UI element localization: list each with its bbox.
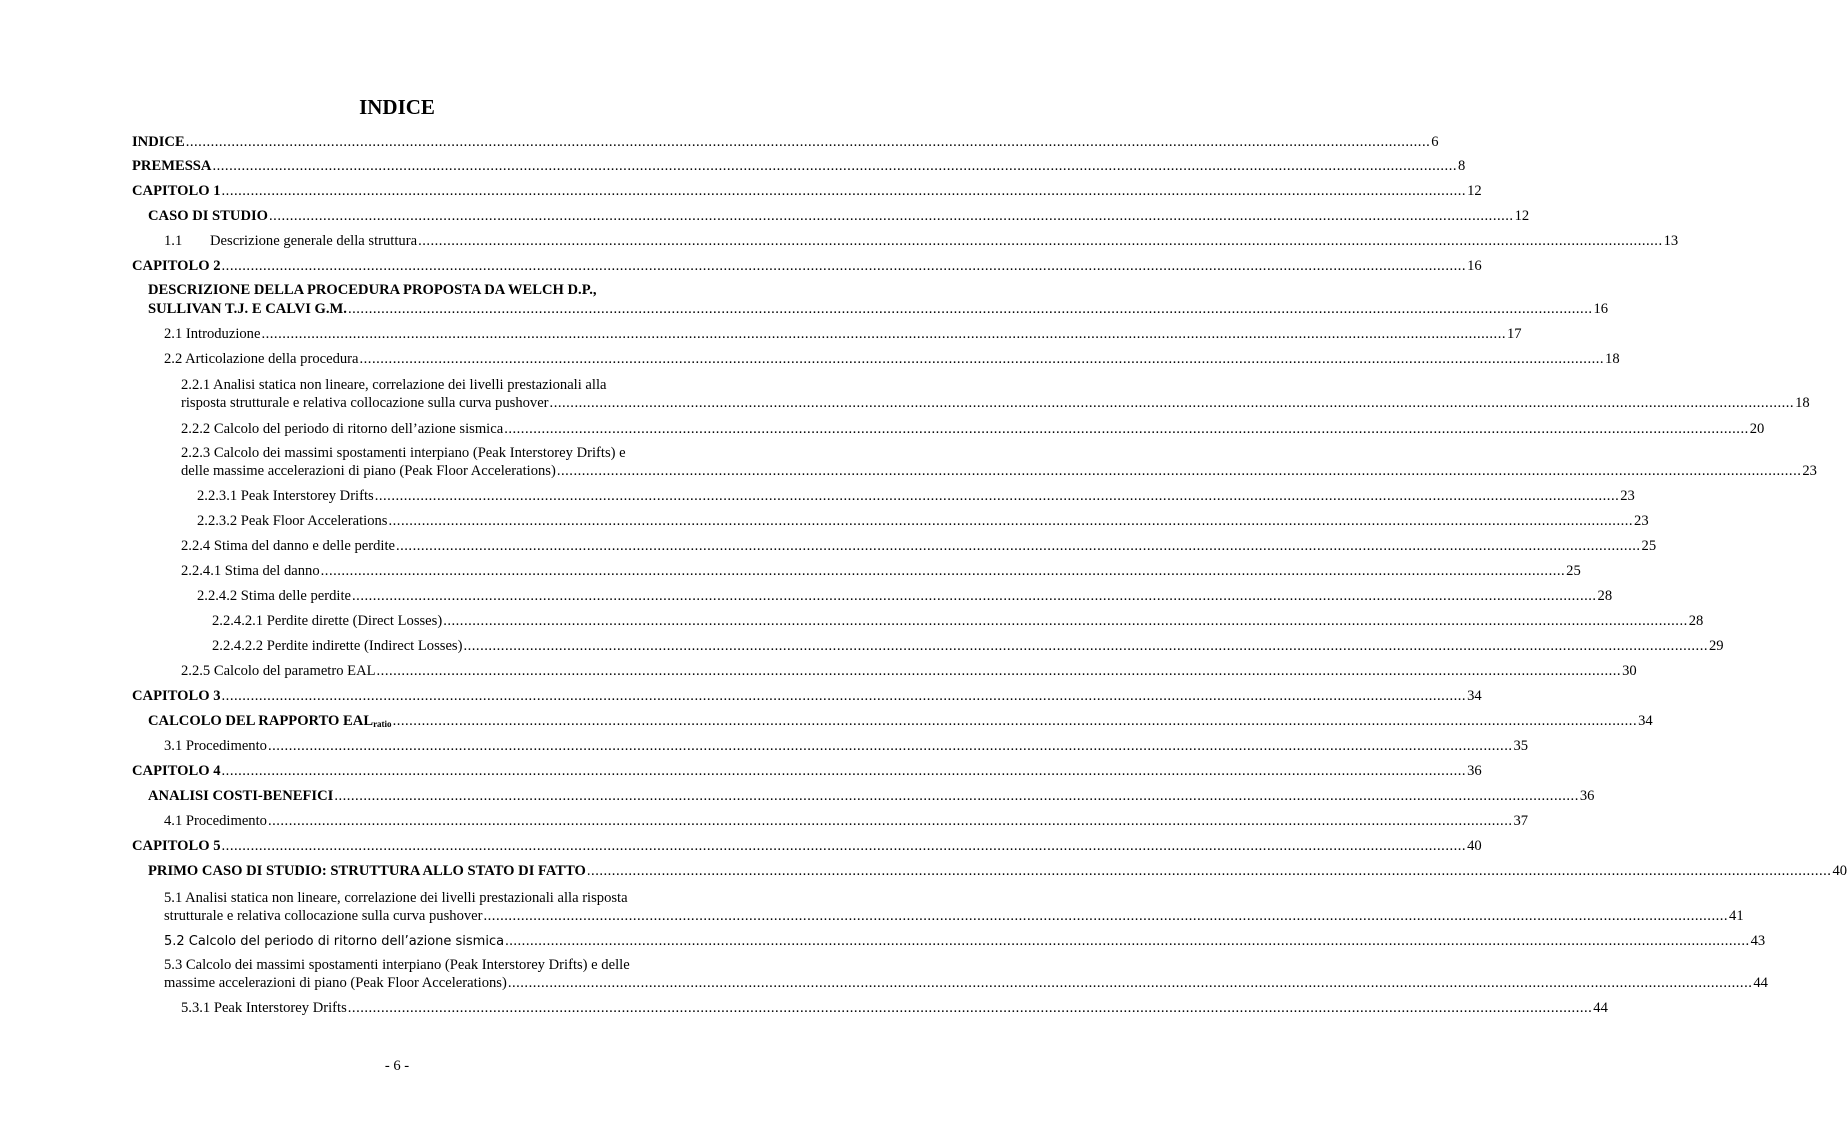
toc-entry-page-number: 17 bbox=[1507, 326, 1522, 342]
dot-leader: ............................................................................................................................................................................................................................................................................................................ bbox=[504, 421, 1749, 437]
toc-entry-label bbox=[164, 813, 267, 830]
toc-entry-text: PRIMO CASO DI STUDIO: STRUTTURA ALLO STATO DI FATTO bbox=[148, 863, 586, 879]
toc-entry-text: 2.2.4.2 Stima delle perdite bbox=[197, 588, 352, 604]
toc-entry-subscript: ratio bbox=[373, 719, 392, 729]
toc-entry-page-number: 43 bbox=[1750, 933, 1766, 949]
toc-entry-text: CALCOLO DEL RAPPORTO EAL bbox=[148, 713, 374, 729]
toc-entry-label bbox=[212, 638, 462, 655]
toc-entry-label-line1: 2.2.1 Analisi statica non lineare, correlazione dei livelli prestazionali alla bbox=[181, 377, 607, 393]
toc-entry-page-number: 44 bbox=[1753, 975, 1768, 991]
toc-entry-label bbox=[181, 663, 376, 680]
dot-leader: ............................................................................................................................................................................................................................................................................................................ bbox=[359, 351, 1605, 367]
dot-leader: ............................................................................................................................................................................................................................................................................................................ bbox=[463, 638, 1708, 654]
toc-entry-label-line1: 5.3 Calcolo dei massimi spostamenti interpiano (Peak Interstorey Drifts) e delle bbox=[164, 957, 630, 973]
toc-entry-page-number: 12 bbox=[1514, 208, 1530, 224]
dot-leader: ............................................................................................................................................................................................................................................................................................................ bbox=[418, 233, 1663, 249]
dot-leader: ............................................................................................................................................................................................................................................................................................................ bbox=[221, 258, 1467, 274]
toc-entry-text: PREMESSA bbox=[132, 158, 212, 174]
toc-entry-text: risposta strutturale e relativa collocazione sulla curva pushover bbox=[181, 395, 549, 411]
toc-entry-label bbox=[132, 183, 221, 200]
toc-entry-page-number: 23 bbox=[1634, 513, 1649, 529]
dot-leader: ............................................................................................................................................................................................................................................................................................................ bbox=[185, 134, 1431, 150]
toc-entry-page-number: 37 bbox=[1513, 813, 1529, 829]
toc-entry-page-number: 25 bbox=[1566, 563, 1581, 579]
toc-entry-label bbox=[164, 326, 260, 343]
toc-entry-page-number: 30 bbox=[1622, 663, 1637, 679]
toc-entry-text: 3.1 Procedimento bbox=[164, 738, 267, 754]
toc-entry-text: CASO DI STUDIO bbox=[148, 208, 269, 224]
toc-entry-page-number: 23 bbox=[1620, 488, 1635, 504]
toc-entry-page-number: 16 bbox=[1467, 258, 1482, 274]
toc-entry-text: 2.2.2 Calcolo del periodo di ritorno dell’azione sismica bbox=[181, 421, 504, 437]
toc-entry-label bbox=[148, 863, 586, 880]
toc-entry-label bbox=[132, 838, 221, 855]
toc-entry-label bbox=[164, 975, 507, 992]
dot-leader: ............................................................................................................................................................................................................................................................................................................ bbox=[269, 208, 1514, 224]
dot-leader: ............................................................................................................................................................................................................................................................................................................ bbox=[221, 183, 1467, 199]
toc-entry-label bbox=[132, 258, 221, 275]
toc-entry-text: CAPITOLO 2 bbox=[132, 258, 221, 274]
toc-entry-page-number: 40 bbox=[1832, 863, 1847, 879]
toc-entry-label bbox=[164, 233, 417, 250]
toc-entry-page-number: 8 bbox=[1458, 158, 1466, 174]
dot-leader: ............................................................................................................................................................................................................................................................................................................ bbox=[505, 933, 1750, 949]
toc-entry-label bbox=[132, 134, 185, 151]
toc-entry-page-number: 28 bbox=[1688, 613, 1704, 629]
toc-entry-label bbox=[132, 688, 221, 705]
toc-entry-text: CAPITOLO 1 bbox=[132, 183, 221, 199]
toc-entry-page-number: 23 bbox=[1802, 463, 1817, 479]
toc-entry-page-number: 29 bbox=[1709, 638, 1724, 654]
toc-entry-label bbox=[181, 563, 320, 580]
dot-leader: ............................................................................................................................................................................................................................................................................................................ bbox=[221, 688, 1467, 704]
dot-leader: ............................................................................................................................................................................................................................................................................................................ bbox=[392, 713, 1638, 729]
toc-entry-page-number: 34 bbox=[1638, 713, 1653, 729]
toc-entry-text: massime accelerazioni di piano (Peak Floor Accelerations) bbox=[164, 975, 507, 991]
dot-leader: ............................................................................................................................................................................................................................................................................................................ bbox=[483, 908, 1729, 924]
dot-leader: ............................................................................................................................................................................................................................................................................................................ bbox=[320, 563, 1566, 579]
toc-entry-page-number: 18 bbox=[1795, 395, 1810, 411]
toc-entry-text: 5.2 Calcolo del periodo di ritorno dell’azione sismica bbox=[164, 934, 505, 949]
toc-entry-text: 2.2.4.2.1 Perdite dirette (Direct Losses) bbox=[212, 613, 443, 629]
toc-entry-page-number: 20 bbox=[1749, 421, 1765, 437]
dot-leader: ............................................................................................................................................................................................................................................................................................................ bbox=[261, 326, 1506, 342]
toc-entry-text: 2.2.4 Stima del danno e delle perdite bbox=[181, 538, 395, 554]
toc-entry-text: Descrizione generale della struttura bbox=[210, 233, 418, 249]
toc-entry-page-number: 6 bbox=[1431, 134, 1439, 150]
dot-leader: ............................................................................................................................................................................................................................................................................................................ bbox=[388, 513, 1634, 529]
dot-leader: ............................................................................................................................................................................................................................................................................................................ bbox=[586, 863, 1832, 879]
toc-entry-label bbox=[148, 208, 268, 225]
dot-leader: ............................................................................................................................................................................................................................................................................................................ bbox=[549, 395, 1795, 411]
toc-entry-page-number: 18 bbox=[1605, 351, 1620, 367]
toc-entry-text: 2.1 Introduzione bbox=[164, 326, 261, 342]
toc-entry-label bbox=[212, 613, 442, 630]
toc-entry-text: 2.2.3.1 Peak Interstorey Drifts bbox=[197, 488, 374, 504]
toc-entry-text: 4.1 Procedimento bbox=[164, 813, 267, 829]
toc-entry-label-line1: 2.2.3 Calcolo dei massimi spostamenti interpiano (Peak Interstorey Drifts) e bbox=[181, 445, 626, 461]
toc-entry-text: 2.2 Articolazione della procedura bbox=[164, 351, 359, 367]
dot-leader: ............................................................................................................................................................................................................................................................................................................ bbox=[221, 838, 1467, 854]
toc-entry-page-number: 36 bbox=[1467, 763, 1482, 779]
toc-entry-page-number: 25 bbox=[1641, 538, 1657, 554]
toc-entry-label bbox=[181, 421, 503, 438]
toc-entry-text: strutturale e relativa collocazione sulla curva pushover bbox=[164, 908, 483, 924]
toc-entry-text: 2.2.5 Calcolo del parametro EAL bbox=[181, 663, 376, 679]
toc-entry-label bbox=[164, 933, 504, 950]
toc-entry-text: delle massime accelerazioni di piano (Peak Floor Accelerations) bbox=[181, 463, 556, 479]
toc-entry-label bbox=[148, 713, 392, 733]
toc-entry-number: 1.1 bbox=[164, 233, 183, 249]
dot-leader: ............................................................................................................................................................................................................................................................................................................ bbox=[267, 738, 1513, 754]
toc-entry-text: ANALISI COSTI-BENEFICI bbox=[148, 788, 334, 804]
toc-entry-label bbox=[181, 395, 549, 412]
toc-entry-label bbox=[197, 513, 388, 530]
dot-leader: ............................................................................................................................................................................................................................................................................................................ bbox=[443, 613, 1688, 629]
toc-entry-page-number: 16 bbox=[1593, 301, 1609, 317]
toc-entry-text: SULLIVAN T.J. E CALVI G.M. bbox=[148, 301, 347, 317]
toc-entry-label bbox=[197, 488, 374, 505]
toc-entry-label bbox=[181, 1000, 347, 1017]
page-number-footer: - 6 - bbox=[384, 1058, 410, 1074]
toc-entry-label bbox=[148, 788, 333, 805]
toc-entry-page-number: 12 bbox=[1467, 183, 1482, 199]
toc-entry-label bbox=[164, 351, 359, 368]
dot-leader: ............................................................................................................................................................................................................................................................................................................ bbox=[352, 588, 1597, 604]
toc-entry-text: 5.3.1 Peak Interstorey Drifts bbox=[181, 1000, 347, 1016]
toc-entry-text: CAPITOLO 3 bbox=[132, 688, 221, 704]
toc-entry-text: CAPITOLO 4 bbox=[132, 763, 221, 779]
toc-entry-label bbox=[164, 908, 483, 925]
toc-entry-text: 2.2.4.1 Stima del danno bbox=[181, 563, 320, 579]
toc-entry-text: 2.2.3.2 Peak Floor Accelerations bbox=[197, 513, 388, 529]
dot-leader: ............................................................................................................................................................................................................................................................................................................ bbox=[334, 788, 1579, 804]
toc-entry-page-number: 41 bbox=[1729, 908, 1744, 924]
toc-entry-label-line1: DESCRIZIONE DELLA PROCEDURA PROPOSTA DA WELCH D.P., bbox=[148, 282, 597, 298]
toc-entry-text: 2.2.4.2.2 Perdite indirette (Indirect Losses) bbox=[212, 638, 463, 654]
toc-entry-label bbox=[132, 158, 211, 175]
toc-entry-label bbox=[181, 463, 556, 480]
toc-entry-label bbox=[197, 588, 351, 605]
toc-entry-page-number: 28 bbox=[1597, 588, 1613, 604]
index-title: INDICE bbox=[359, 95, 435, 119]
dot-leader: ............................................................................................................................................................................................................................................................................................................ bbox=[221, 763, 1467, 779]
toc-entry-label bbox=[148, 301, 347, 318]
dot-leader: ............................................................................................................................................................................................................................................................................................................ bbox=[212, 158, 1457, 174]
dot-leader: ............................................................................................................................................................................................................................................................................................................ bbox=[507, 975, 1753, 991]
toc-entry-page-number: 40 bbox=[1467, 838, 1482, 854]
toc-entry-text: CAPITOLO 5 bbox=[132, 838, 221, 854]
toc-entry-page-number: 36 bbox=[1579, 788, 1595, 804]
toc-entry-label bbox=[181, 538, 395, 555]
toc-entry-page-number: 13 bbox=[1663, 233, 1679, 249]
toc-entry-page-number: 44 bbox=[1593, 1000, 1608, 1016]
toc-entry-page-number: 35 bbox=[1513, 738, 1529, 754]
toc-entry-label-line1: 5.1 Analisi statica non lineare, correlazione dei livelli prestazionali alla risposta bbox=[164, 890, 628, 906]
toc-entry-label bbox=[132, 763, 221, 780]
dot-leader: ............................................................................................................................................................................................................................................................................................................ bbox=[376, 663, 1622, 679]
dot-leader: ............................................................................................................................................................................................................................................................................................................ bbox=[556, 463, 1802, 479]
dot-leader: ............................................................................................................................................................................................................................................................................................................ bbox=[374, 488, 1620, 504]
toc-entry-text: INDICE bbox=[132, 134, 185, 150]
dot-leader: ............................................................................................................................................................................................................................................................................................................ bbox=[395, 538, 1641, 554]
toc-entry-page-number: 34 bbox=[1467, 688, 1482, 704]
toc-entry-label bbox=[164, 738, 267, 755]
dot-leader: ............................................................................................................................................................................................................................................................................................................ bbox=[267, 813, 1513, 829]
dot-leader: ............................................................................................................................................................................................................................................................................................................ bbox=[347, 301, 1593, 317]
dot-leader: ............................................................................................................................................................................................................................................................................................................ bbox=[347, 1000, 1593, 1016]
